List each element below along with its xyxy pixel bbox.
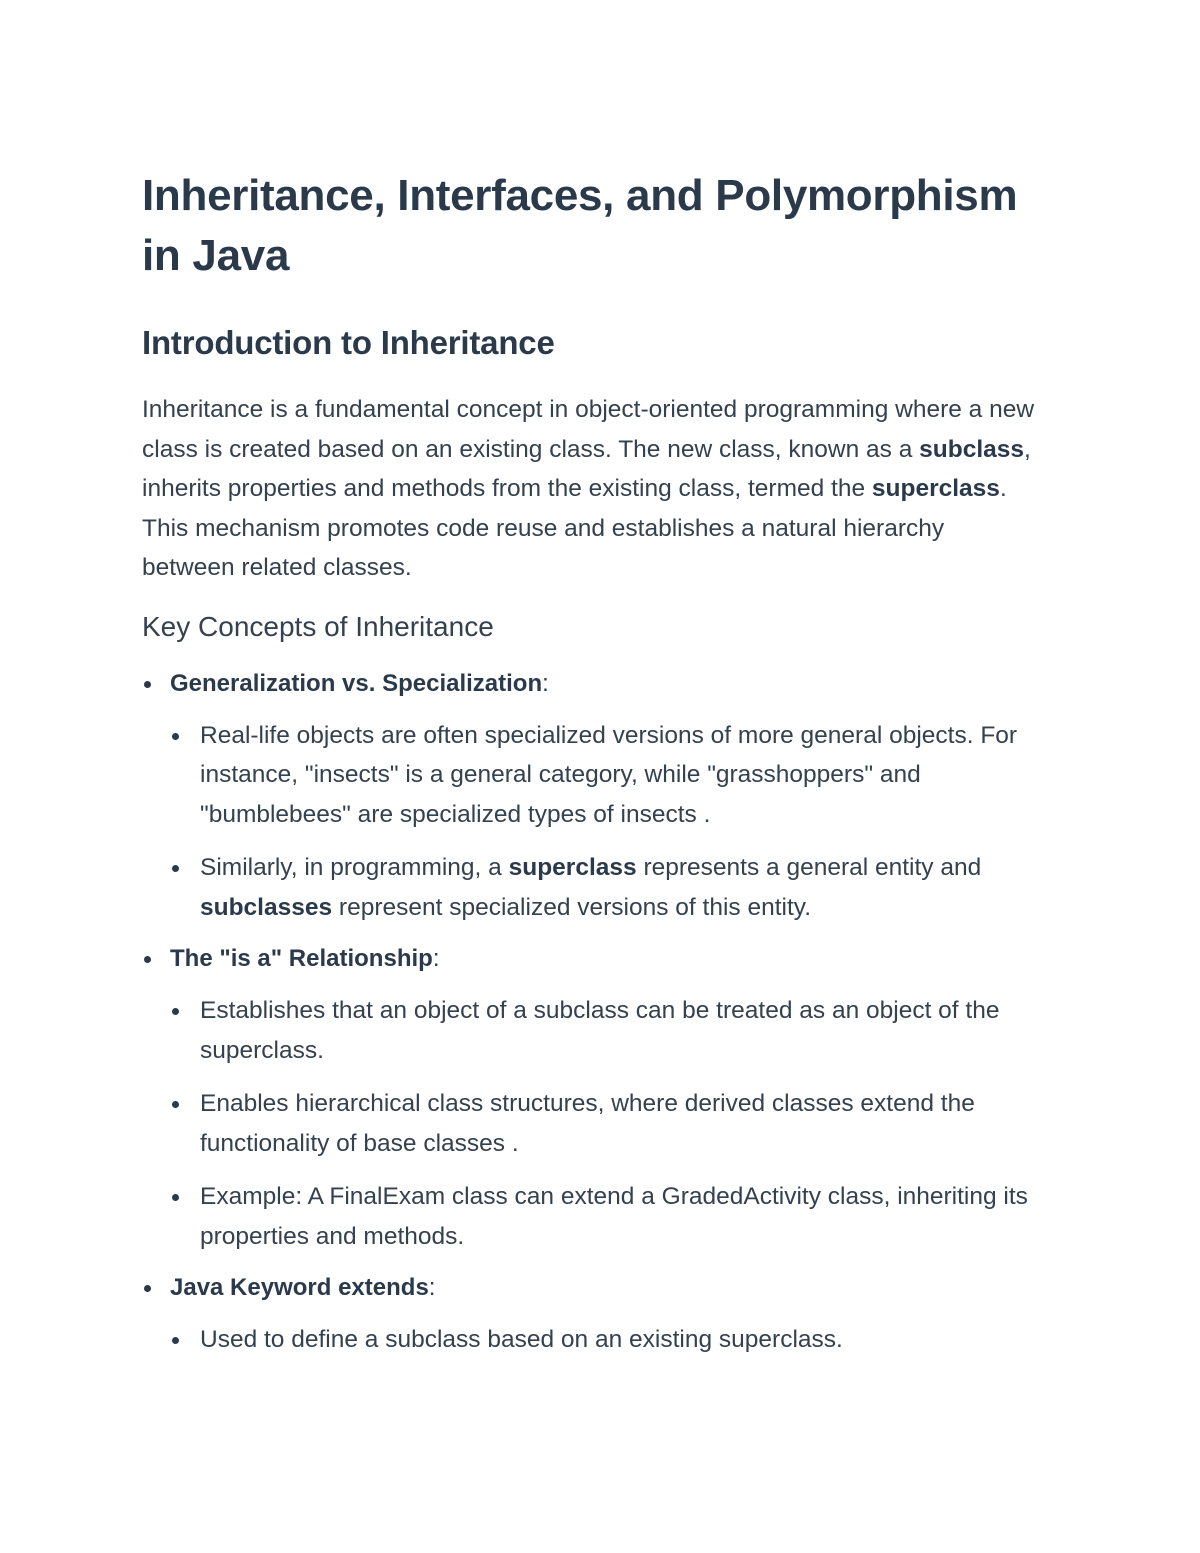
bullet-icon: [144, 1285, 151, 1292]
intro-paragraph: Inheritance is a fundamental concept in object-oriented programming where a new class is created based on an existing class. The new class, known as a subclass, inherits properties and methods from the existing class, termed the superclass. This mechanism promotes code reuse and establishes a natural hierarchy between related classes.: [142, 396, 1035, 581]
bullet-icon: [172, 1101, 179, 1108]
list-item: Example: A FinalExam class can extend a GradedActivity class, inheriting its properties and methods.: [170, 1177, 1042, 1256]
sub-list: [170, 991, 1042, 1256]
term-superclass: superclass: [871, 475, 1000, 502]
concept-label: Generalization vs. Specialization:: [170, 669, 549, 697]
concepts-list: [142, 666, 1042, 1360]
list-item: Establishes that an object of a subclass can be treated as an object of the superclass.: [170, 991, 1042, 1070]
document-page: [142, 166, 1042, 1374]
bullet-icon: [172, 1337, 179, 1344]
list-item: Real-life objects are often specialized versions of more general objects. For instance, "insects" is a general category, while "grasshoppers" and "bumblebees" are specialized types of insects .: [170, 716, 1042, 835]
list-item: Enables hierarchical class structures, where derived classes extend the functionality of base classes .: [170, 1084, 1042, 1163]
sub-list: [170, 1320, 1042, 1360]
sub-list: [170, 716, 1042, 928]
section-heading: Introduction to Inheritance: [142, 324, 555, 361]
bullet-icon: [172, 1008, 179, 1015]
bullet-icon: [172, 1194, 179, 1201]
subsection-heading: Key Concepts of Inheritance: [142, 610, 494, 642]
concept-label: The "is a" Relationship:: [170, 945, 440, 972]
list-item: Used to define a subclass based on an existing superclass.: [170, 1320, 1042, 1360]
list-item: [142, 1270, 1042, 1360]
list-item: [142, 666, 1042, 928]
bullet-icon: [172, 733, 179, 740]
concept-label: Java Keyword extends:: [170, 1274, 436, 1301]
list-item: [142, 941, 1042, 1256]
bullet-icon: [144, 956, 151, 963]
document-title: Inheritance, Interfaces, and Polymorphism in Java: [142, 171, 1018, 280]
list-item: Similarly, in programming, a superclass represents a general entity and subclasses represent specialized versions of this entity.: [170, 848, 1042, 927]
term-subclass: subclass: [919, 435, 1025, 463]
bullet-icon: [144, 681, 151, 688]
bullet-icon: [172, 865, 179, 872]
